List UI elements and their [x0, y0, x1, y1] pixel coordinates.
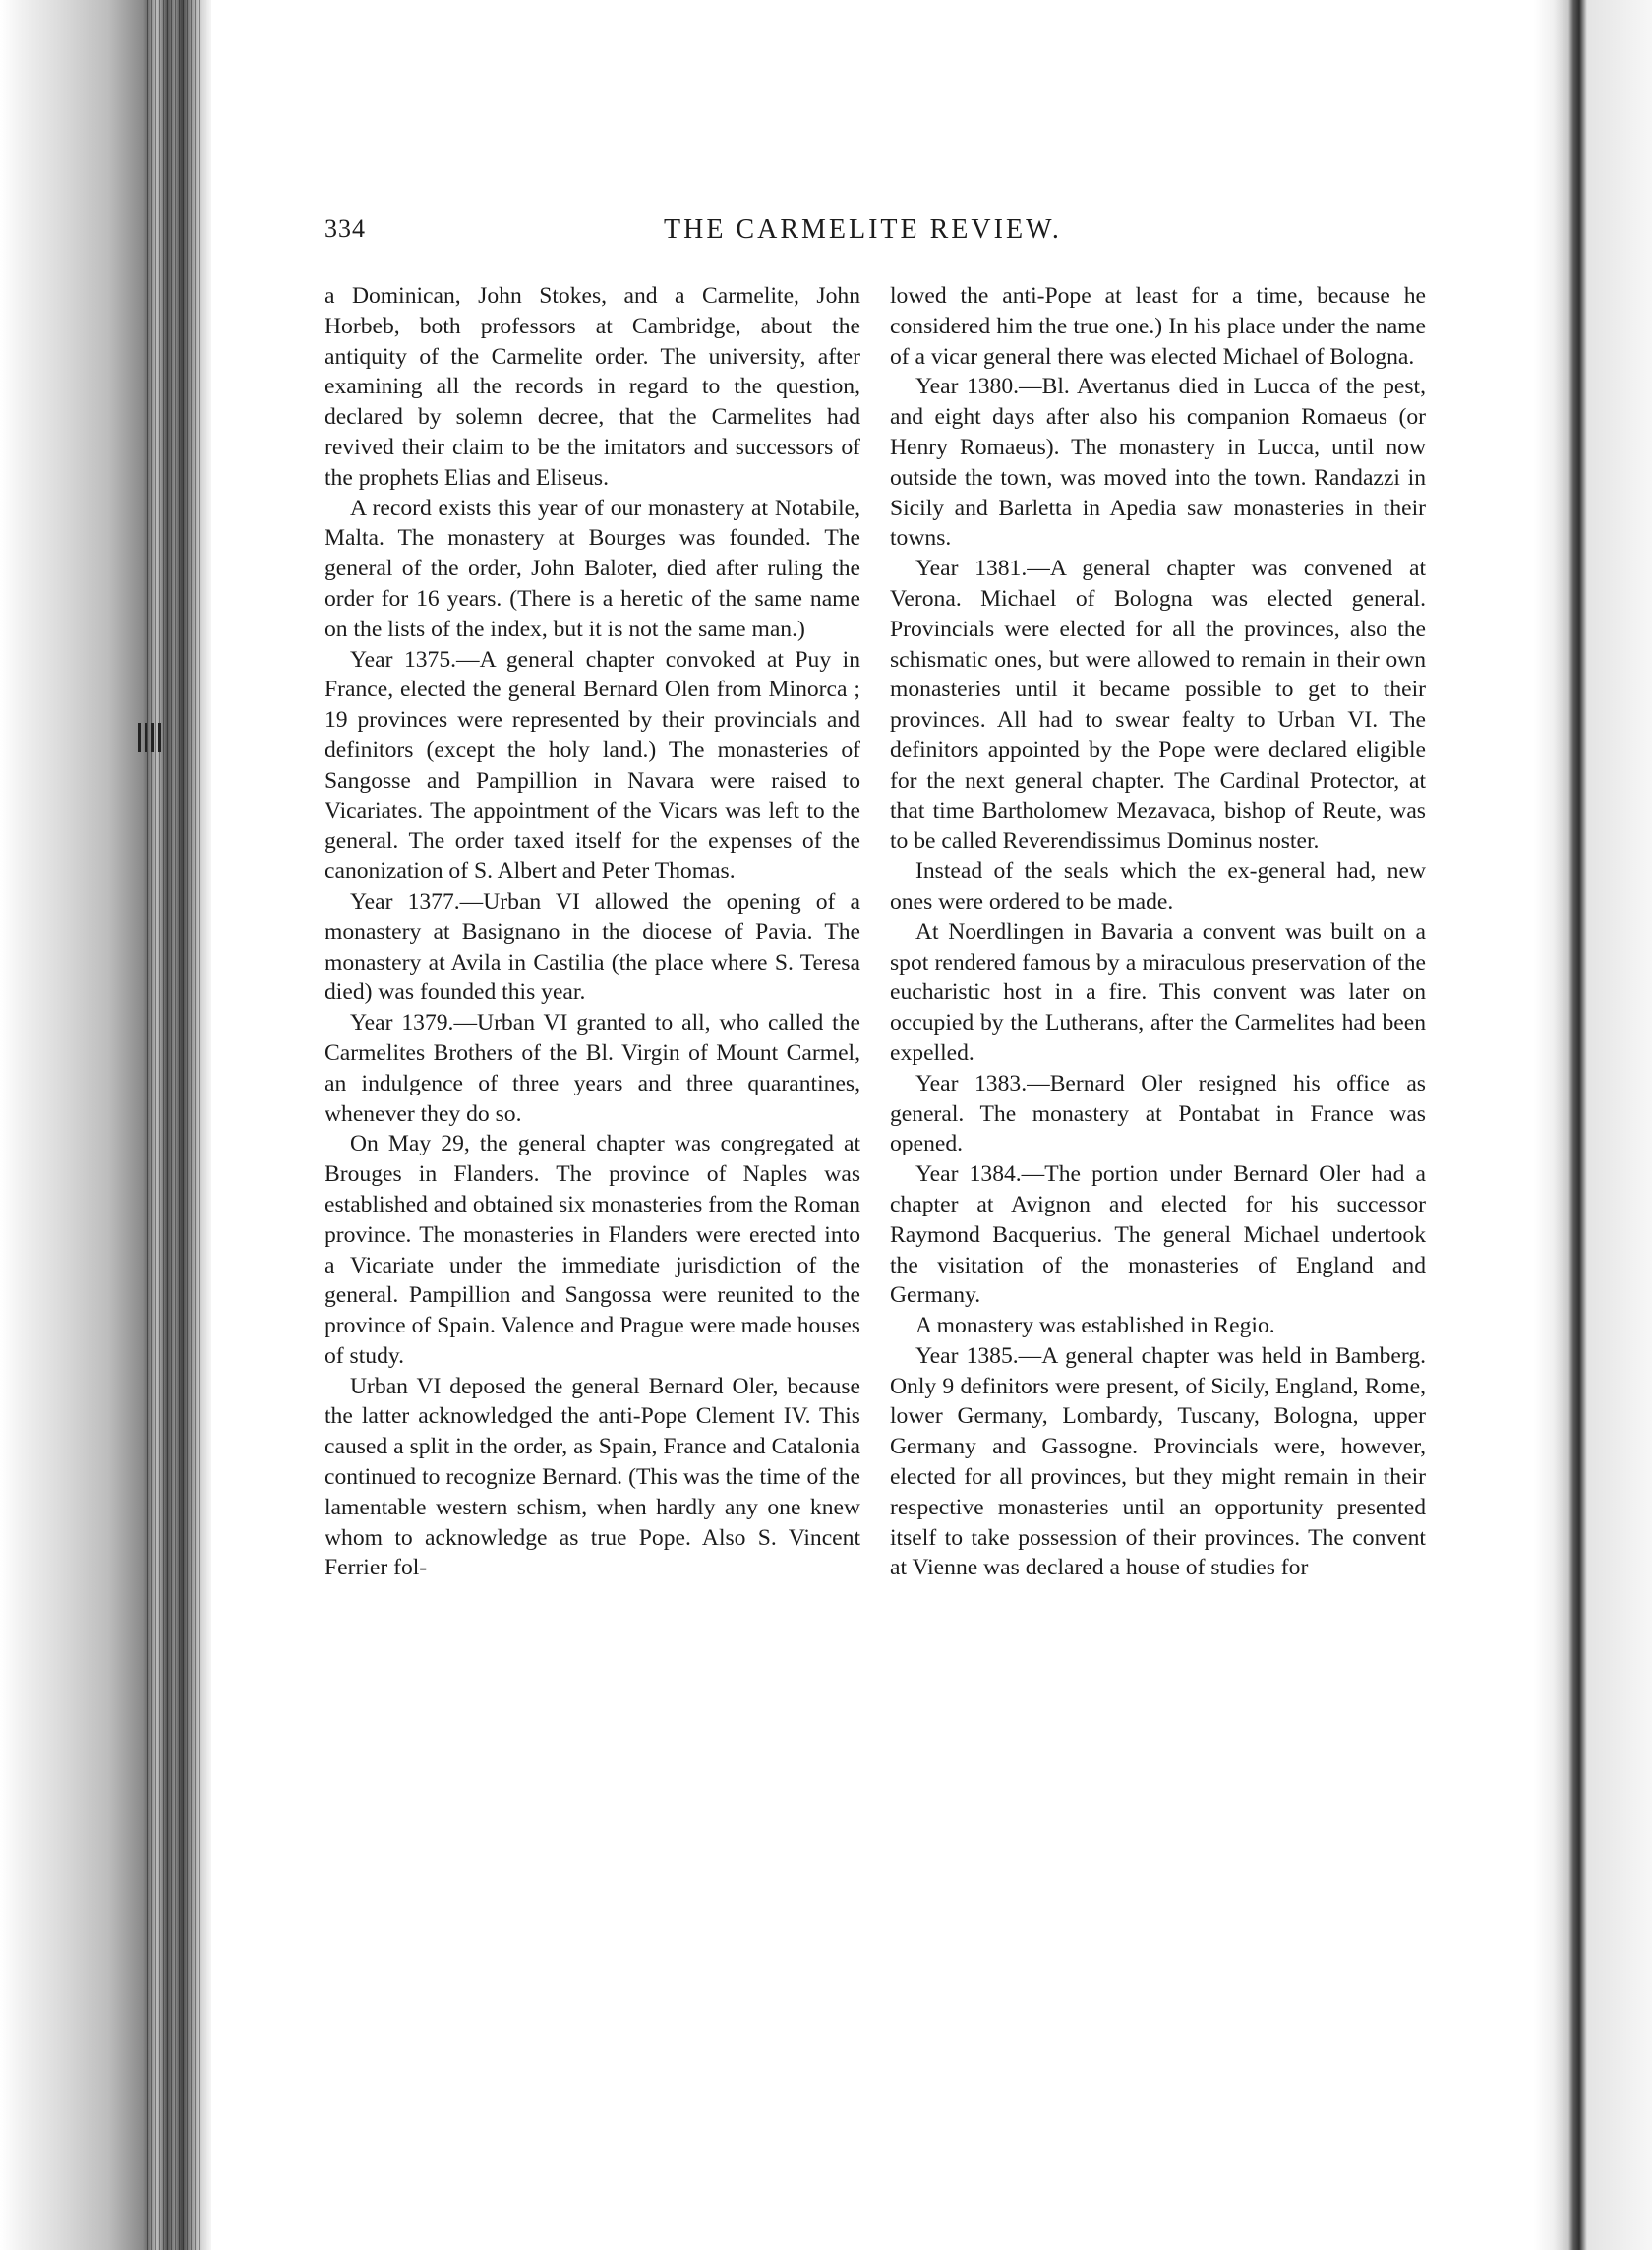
paragraph: Urban VI deposed the general Bernard Oler, because the latter acknowledged the anti-Pope Clement IV. This caused a split in the order, as Spain, France and Catalonia continued to recognize Bernard. (This was the time of the lamentable western schism, when hardly any one knew whom to acknowledge as true Pope. Also S. Vincent Ferrier fol- [324, 1373, 860, 1581]
paragraph: At Noerdlingen in Bavaria a convent was built on a spot rendered famous by a miraculous preservation of the eucharistic host in a fire. This convent was later on occupied by the Lutherans, after the Carmelites had been expelled. [890, 918, 1426, 1066]
page-edge-lines [148, 0, 202, 2250]
paragraph: Year 1385.—A general chapter was held in Bamberg. Only 9 definitors were present, of Sicily, England, Rome, lower Germany, Lombardy, Tuscany, Bologna, upper Germany and Gassogne. Provincials were, however, elected for all provinces, but they might remain in their respective monasteries until an opportunity presented itself to take possession of their provinces. The convent at Vienne was declared a house of studies for [890, 1342, 1426, 1581]
paragraph: Year 1383.—Bernard Oler resigned his office as general. The monastery at Pontabat in France was opened. [890, 1070, 1426, 1157]
paragraph: A monastery was established in Regio. [915, 1313, 1275, 1339]
paragraph: Year 1375.—A general chapter convoked at Puy in France, elected the general Bernard Olen from Minorca ; 19 provinces were represented by their provincials and definitors (except the holy land.) The monasteries of Sangosse and Pampillion in Navara were raised to Vicariates. The appointment of the Vicars was left to the general. The order taxed itself for the expenses of the canonization of S. Albert and Peter Thomas. [324, 646, 860, 885]
paragraph: Year 1381.—A general chapter was convened at Verona. Michael of Bologna was elected general. Provincials were elected for all the provinces, also the schismatic ones, but were allowed to remain in their own monasteries until it became possible to get to their provinces. All had to swear fealty to Urban VI. The definitors appointed by the Pope were declared eligible for the next general chapter. The Cardinal Protector, at that time Bartholomew Mezavaca, bishop of Reute, was to be called Reverendissimus Dominus noster. [890, 556, 1426, 855]
facing-page-edge [1534, 0, 1652, 2250]
binding-mark [138, 723, 161, 752]
paragraph: Year 1377.—Urban VI allowed the opening of a monastery at Basignano in the diocese of Pavia. The monastery at Avila in Castilia (the place where S. Teresa died) was founded this year. [324, 888, 860, 1006]
left-column [324, 281, 860, 1583]
paragraph: Instead of the seals which the ex-general had, new ones were ordered to be made. [890, 859, 1426, 915]
paragraph: lowed the anti-Pope at least for a time, because he considered him the true one.) In his place under the name of a vicar general there was elected Michael of Bologna. [890, 283, 1426, 370]
paragraph: Year 1379.—Urban VI granted to all, who called the Carmelites Brothers of the Bl. Virgin of Mount Carmel, an indulgence of three years and three quarantines, whenever they do so. [324, 1010, 860, 1127]
paragraph: Year 1384.—The portion under Bernard Oler had a chapter at Avignon and elected for his successor Raymond Bacquerius. The general Michael undertook the visitation of the monasteries of England and Germany. [890, 1161, 1426, 1309]
running-head: THE CARMELITE REVIEW. [664, 214, 1062, 245]
paragraph: a Dominican, John Stokes, and a Carmelite, John Horbeb, both professors at Cambridge, about the antiquity of the Carmelite order. The university, after examining all the records in regard to the question, declared by solemn decree, that the Carmelites had revived their claim to be the imitators and successors of the prophets Elias and Eliseus. [324, 283, 860, 491]
paragraph: Year 1380.—Bl. Avertanus died in Lucca of the pest, and eight days after also his companion Romaeus (or Henry Romaeus). The monastery in Lucca, until now outside the town, was moved into the town. Randazzi in Sicily and Barletta in Apedia saw monasteries in their towns. [890, 374, 1426, 552]
right-column [890, 281, 1426, 1583]
paragraph: A record exists this year of our monastery at Notabile, Malta. The monastery at Bourges was founded. The general of the order, John Baloter, died after ruling the order for 16 years. (There is a heretic of the same name on the lists of the index, but it is not the same man.) [324, 495, 860, 642]
page-number: 334 [324, 214, 366, 243]
paragraph: On May 29, the general chapter was congregated at Brouges in Flanders. The province of Naples was established and obtained six monasteries from the Roman province. The monasteries in Flanders were erected into a Vicariate under the immediate jurisdiction of the general. Pampillion and Sangossa were reunited to the province of Spain. Valence and Prague were made houses of study. [324, 1131, 860, 1369]
page-header [324, 214, 1436, 254]
